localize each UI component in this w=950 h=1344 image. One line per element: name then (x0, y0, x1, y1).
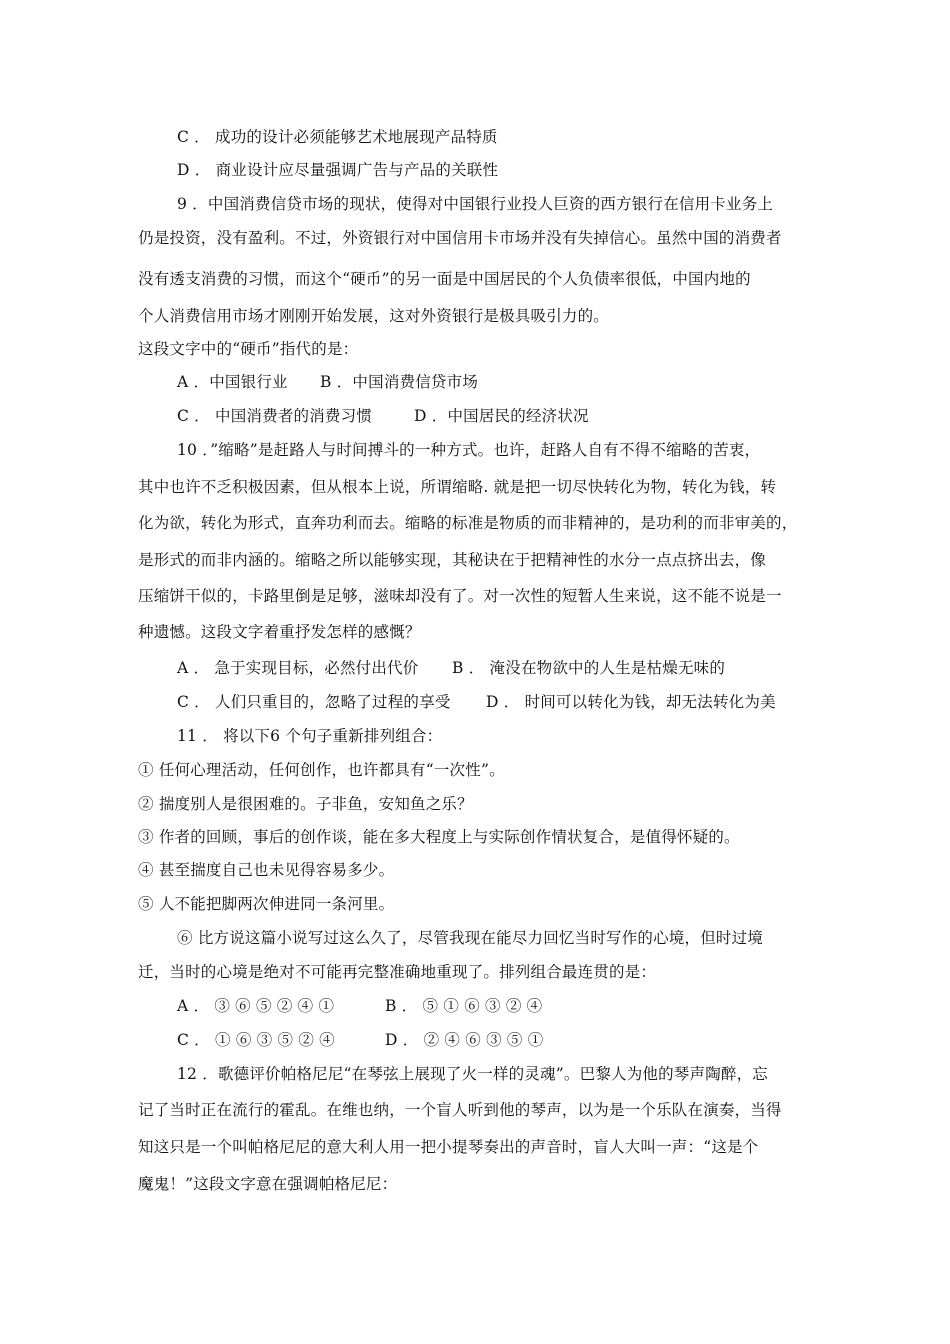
q8-option-c: C ． 成功的设计必须能够艺术地展现产品特质 (177, 128, 498, 146)
q11-sentence-5: ⑤ 人不能把脚两次伸进同一条河里。 (138, 895, 395, 913)
q10-option-d: D ． 时间可以转化为钱，却无法转化为美 (486, 693, 776, 711)
q9-stem-line-2: 仍是投资，没有盈利。不过，外资银行对中国信用卡市场并没有失掉信心。虽然中国的消费者 (138, 229, 782, 247)
q8-option-d: D ． 商业设计应尽量强调广告与产品的关联性 (177, 161, 499, 179)
q10-option-c: C ． 人们只重目的，忽略了过程的享受 (177, 693, 451, 711)
q10-stem-line-6: 种遗憾。这段文字着重抒发怎样的感慨？ (138, 623, 421, 641)
q11-option-b: B ． ⑤ ① ⑥ ③ ② ④ (385, 997, 543, 1015)
q11-sentence-4: ④ 甚至揣度自己也未见得容易多少。 (138, 861, 395, 879)
q9-stem-line-4: 个人消费信用市场才刚刚开始发展，这对外资银行是极具吸引力的。 (138, 307, 610, 325)
q11-sentence-2: ② 揣度别人是很困难的。子非鱼，安知鱼之乐？ (138, 795, 473, 813)
q11-sentence-1: ① 任何心理活动，任何创作，也许都具有“一次性”。 (138, 761, 505, 779)
q10-stem-line-2: 其中也许不乏积极因素，但从根本上说，所谓缩略. 就是把一切尽快转化为物，转化为钱，转 (138, 478, 777, 496)
q11-option-d: D ． ② ④ ⑥ ③ ⑤ ① (385, 1031, 544, 1049)
q11-stem: 11 ． 将以下6 个句子重新排列组合： (177, 727, 443, 745)
q10-option-a: A ． 急于实现目标，必然付出代价 (177, 659, 419, 677)
q10-option-b: B ． 淹没在物欲中的人生是枯燥无味的 (452, 659, 726, 677)
q9-option-b: B ．中国消费信贷市场 (320, 373, 479, 391)
q10-stem-line-1: 10 ．”缩略”是赶路人与时间搏斗的一种方式。也许，赶路人自有不得不缩略的苦衷， (177, 441, 761, 459)
q9-question: 这段文字中的“硬币”指代的是： (138, 340, 359, 358)
q12-stem-line-1: 12 ．歌德评价帕格尼尼“在琴弦上展现了火一样的灵魂”。巴黎人为他的琴声陶醉，忘 (177, 1065, 769, 1083)
q12-stem-line-3: 知这只是一个叫帕格尼尼的意大利人用一把小提琴奏出的声音时，盲人大叫一声：“这是个 (138, 1138, 759, 1156)
q11-sentence-6-cont: 迁，当时的心境是绝对不可能再完整准确地重现了。排列组合最连贯的是： (138, 963, 657, 981)
q10-stem-line-5: 压缩饼干似的，卡路里倒是足够，滋味却没有了。对一次性的短暂人生来说，这不能不说是一 (138, 587, 782, 605)
q9-stem-line-3: 没有透支消费的习惯，而这个“硬币”的另一面是中国居民的个人负债率很低，中国内地的 (138, 270, 751, 288)
q11-sentence-3: ③ 作者的回顾，事后的创作谈，能在多大程度上与实际创作情状复合，是值得怀疑的。 (138, 828, 740, 846)
q11-option-a: A ． ③ ⑥ ⑤ ② ④ ① (177, 997, 335, 1015)
q9-option-a: A ．中国银行业 (177, 373, 288, 391)
q12-stem-line-2: 记了当时正在流行的霍乱。在维也纳，一个盲人听到他的琴声，以为是一个乐队在演奏，当得 (138, 1101, 782, 1119)
q10-stem-line-3: 化为欲，转化为形式，直奔功利而去。缩略的标准是物质的而非精神的，是功利的而非审美的， (138, 514, 798, 532)
q12-stem-line-4: 魔鬼！”这段文字意在强调帕格尼尼： (138, 1175, 398, 1193)
q9-option-c: C ． 中国消费者的消费习惯 (177, 407, 373, 425)
q11-option-c: C ． ① ⑥ ③ ⑤ ② ④ (177, 1031, 335, 1049)
q9-stem-line-1: 9 ．中国消费信贷市场的现状，使得对中国银行业投人巨资的西方银行在信用卡业务上 (177, 195, 774, 213)
q9-option-d: D ．中国居民的经济状况 (414, 407, 589, 425)
q11-sentence-6: ⑥ 比方说这篇小说写过这么久了，尽管我现在能尽力回忆当时写作的心境，但时过境 (177, 929, 764, 947)
q10-stem-line-4: 是形式的而非内涵的。缩略之所以能够实现，其秘诀在于把精神性的水分一点点挤出去，像 (138, 551, 767, 569)
